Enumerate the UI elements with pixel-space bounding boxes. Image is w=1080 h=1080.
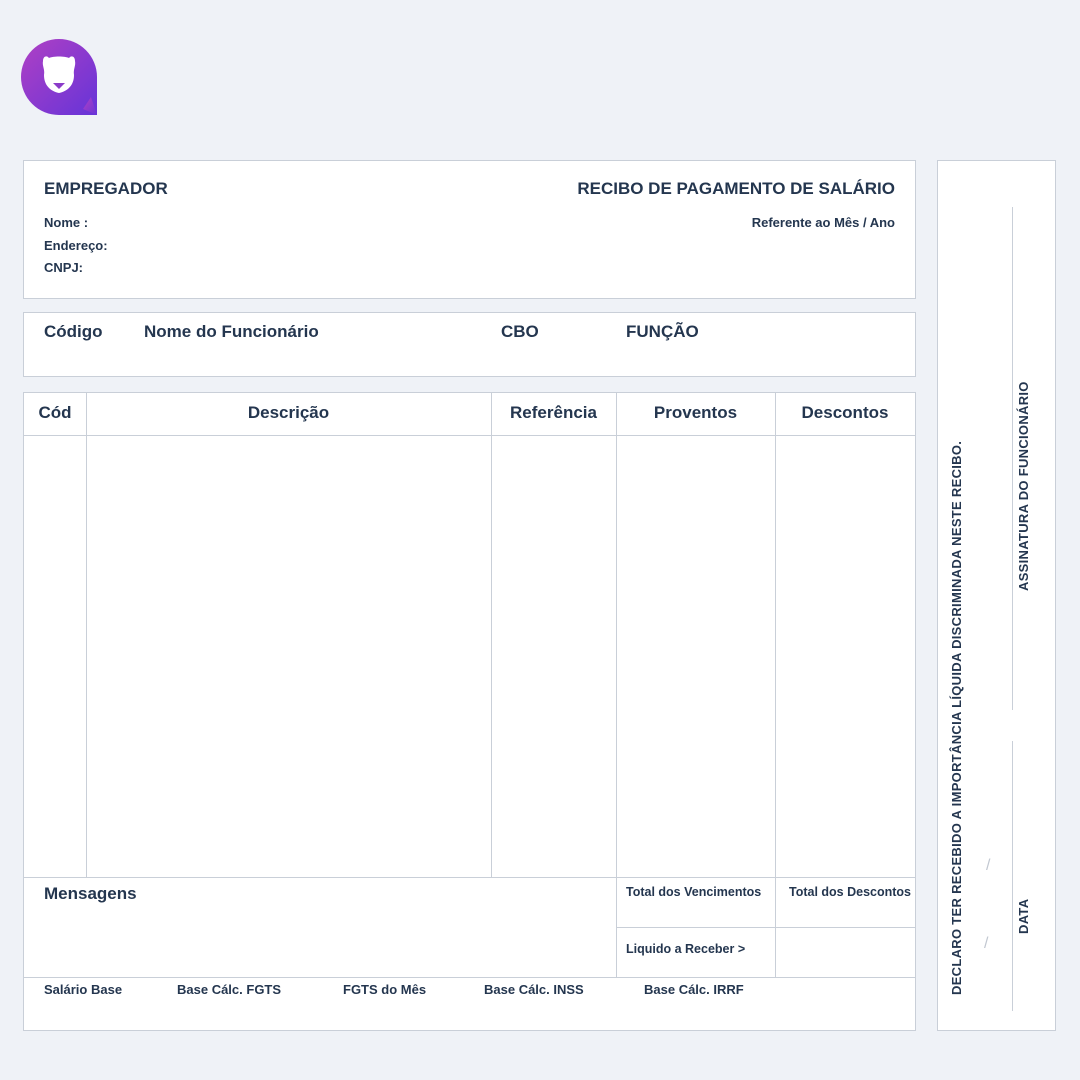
employee-name-label: Nome do Funcionário (144, 322, 319, 341)
total-deductions-label: Total dos Descontos (789, 885, 912, 899)
total-earnings-label: Total dos Vencimentos (626, 885, 762, 899)
footer-base-salary-label: Salário Base (44, 982, 123, 997)
net-pay-label: Liquido a Receber > (626, 942, 746, 956)
footer-irrf-base-label: Base Cálc. IRRF (644, 982, 744, 997)
date-separator-1: / (986, 857, 991, 874)
column-header-description: Descrição (247, 403, 330, 422)
payroll-table (23, 392, 916, 1031)
employer-section (23, 160, 916, 299)
employer-title: EMPREGADOR (44, 179, 168, 198)
footer-inss-base-label: Base Cálc. INSS (484, 982, 584, 997)
declaration-text: DECLARO TER RECEBIDO A IMPORTÂNCIA LÍQUIDA DISCRIMINADA NESTE RECIBO. (949, 440, 964, 995)
date-separator-2: / (984, 935, 989, 952)
column-header-reference: Referência (510, 403, 597, 422)
employee-code-label: Código (44, 322, 103, 341)
employer-cnpj-label: CNPJ: (44, 260, 84, 275)
date-label: DATA (1016, 898, 1031, 934)
footer-fgts-base-label: Base Cálc. FGTS (177, 982, 282, 997)
signature-line (1012, 207, 1013, 710)
column-header-earnings: Proventos (653, 403, 738, 422)
messages-label: Mensagens (44, 884, 137, 903)
column-header-code: Cód (38, 403, 72, 422)
reference-month-year-label: Referente ao Mês / Ano (751, 215, 895, 230)
employer-name-label: Nome : (44, 215, 89, 230)
brand-logo-icon (21, 39, 97, 115)
footer-fgts-month-label: FGTS do Mês (343, 982, 427, 997)
column-header-deductions: Descontos (801, 403, 889, 422)
receipt-title: RECIBO DE PAGAMENTO DE SALÁRIO (577, 179, 895, 198)
employee-role-label: FUNÇÃO (626, 322, 699, 341)
employee-section (23, 312, 916, 377)
employee-cbo-label: CBO (501, 322, 539, 341)
employer-address-label: Endereço: (44, 238, 108, 253)
signature-section (937, 160, 1056, 1031)
date-line (1012, 741, 1013, 1011)
signature-label: ASSINATURA DO FUNCIONÁRIO (1016, 381, 1031, 591)
